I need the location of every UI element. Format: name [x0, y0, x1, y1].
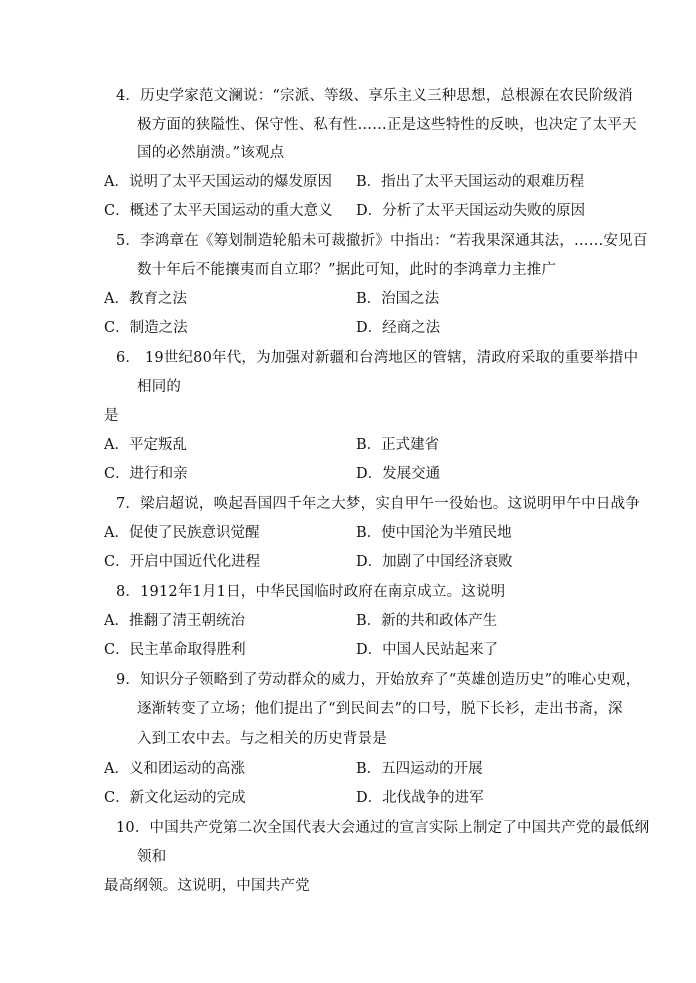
question-8-option-a: A．推翻了清王朝统治 [104, 613, 245, 629]
question-4-stem-line-3: 国的必然崩溃。”该观点 [137, 145, 285, 161]
question-8-option-d: D．中国人民站起来了 [356, 642, 499, 658]
question-6-stem-line-2: 相同的 [137, 379, 182, 395]
question-4-option-c: C．概述了太平天国运动的重大意义 [104, 203, 333, 219]
question-6-stem-line-1: 6． 19世纪80年代，为加强对新疆和台湾地区的管辖，清政府采取的重要举措中 [116, 350, 639, 366]
question-5-stem-line-1: 5．李鸿章在《筹划制造轮船未可裁撤折》中指出：“若我果深通其法，……安见百 [116, 233, 648, 249]
question-10-stem-line-2: 领和 [137, 849, 167, 865]
question-5-option-b: B．治国之法 [356, 291, 440, 307]
question-9-stem-line-2: 逐渐转变了立场；他们提出了“到民间去”的口号，脱下长衫，走出书斋，深 [137, 701, 623, 717]
question-7-option-b: B．使中国沦为半殖民地 [356, 525, 512, 541]
question-10-stem-line-1: 10．中国共产党第二次全国代表大会通过的宣言实际上制定了中国共产党的最低纲 [116, 820, 650, 836]
question-9-option-b: B．五四运动的开展 [356, 761, 483, 777]
question-9-option-d: D．北伐战争的进军 [356, 790, 484, 806]
question-6-option-d: D．发展交通 [356, 466, 441, 482]
question-5-stem-line-2: 数十年后不能攘夷而自立耶？”据此可知，此时的李鸿章力主推广 [137, 262, 557, 278]
question-5-option-d: D．经商之法 [356, 320, 441, 336]
question-10-stem-line-3: 最高纲领。这说明，中国共产党 [104, 878, 310, 894]
question-9-stem-line-3: 入到工农中去。与之相关的历史背景是 [137, 731, 387, 747]
question-9-stem-line-1: 9．知识分子领略到了劳动群众的威力，开始放弃了“英雄创造历史”的唯心史观， [116, 672, 641, 688]
question-4-option-d: D．分析了太平天国运动失败的原因 [356, 203, 586, 219]
question-5-option-c: C．制造之法 [104, 320, 188, 336]
question-7-stem-line-1: 7．梁启超说，唤起吾国四千年之大梦，实自甲午一役始也。这说明甲午中日战争 [116, 496, 640, 512]
question-6-option-b: B．正式建省 [356, 437, 440, 453]
question-8-option-c: C．民主革命取得胜利 [104, 642, 246, 658]
question-6-option-a: A．平定叛乱 [104, 437, 187, 453]
question-4-stem-line-2: 极方面的狭隘性、保守性、私有性……正是这些特性的反映，也决定了太平天 [137, 117, 637, 133]
question-4-option-a: A．说明了太平天国运动的爆发原因 [104, 174, 332, 190]
question-9-option-a: A．义和团运动的高涨 [104, 761, 245, 777]
question-6-stem-line-3: 是 [104, 408, 119, 424]
question-5-option-a: A．教育之法 [104, 291, 187, 307]
question-6-option-c: C．进行和亲 [104, 466, 188, 482]
question-8-stem-line-1: 8．1912年1月1日，中华民国临时政府在南京成立。这说明 [116, 584, 506, 600]
question-7-option-c: C．开启中国近代化进程 [104, 554, 261, 570]
question-4-option-b: B．指出了太平天国运动的艰难历程 [356, 174, 585, 190]
question-7-option-d: D．加剧了中国经济衰败 [356, 554, 513, 570]
question-8-option-b: B．新的共和政体产生 [356, 613, 498, 629]
question-7-option-a: A．促使了民族意识觉醒 [104, 525, 260, 541]
question-9-option-c: C．新文化运动的完成 [104, 790, 246, 806]
question-4-stem-line-1: 4．历史学家范文澜说：“宗派、等级、享乐主义三种思想，总根源在农民阶级消 [116, 88, 633, 104]
